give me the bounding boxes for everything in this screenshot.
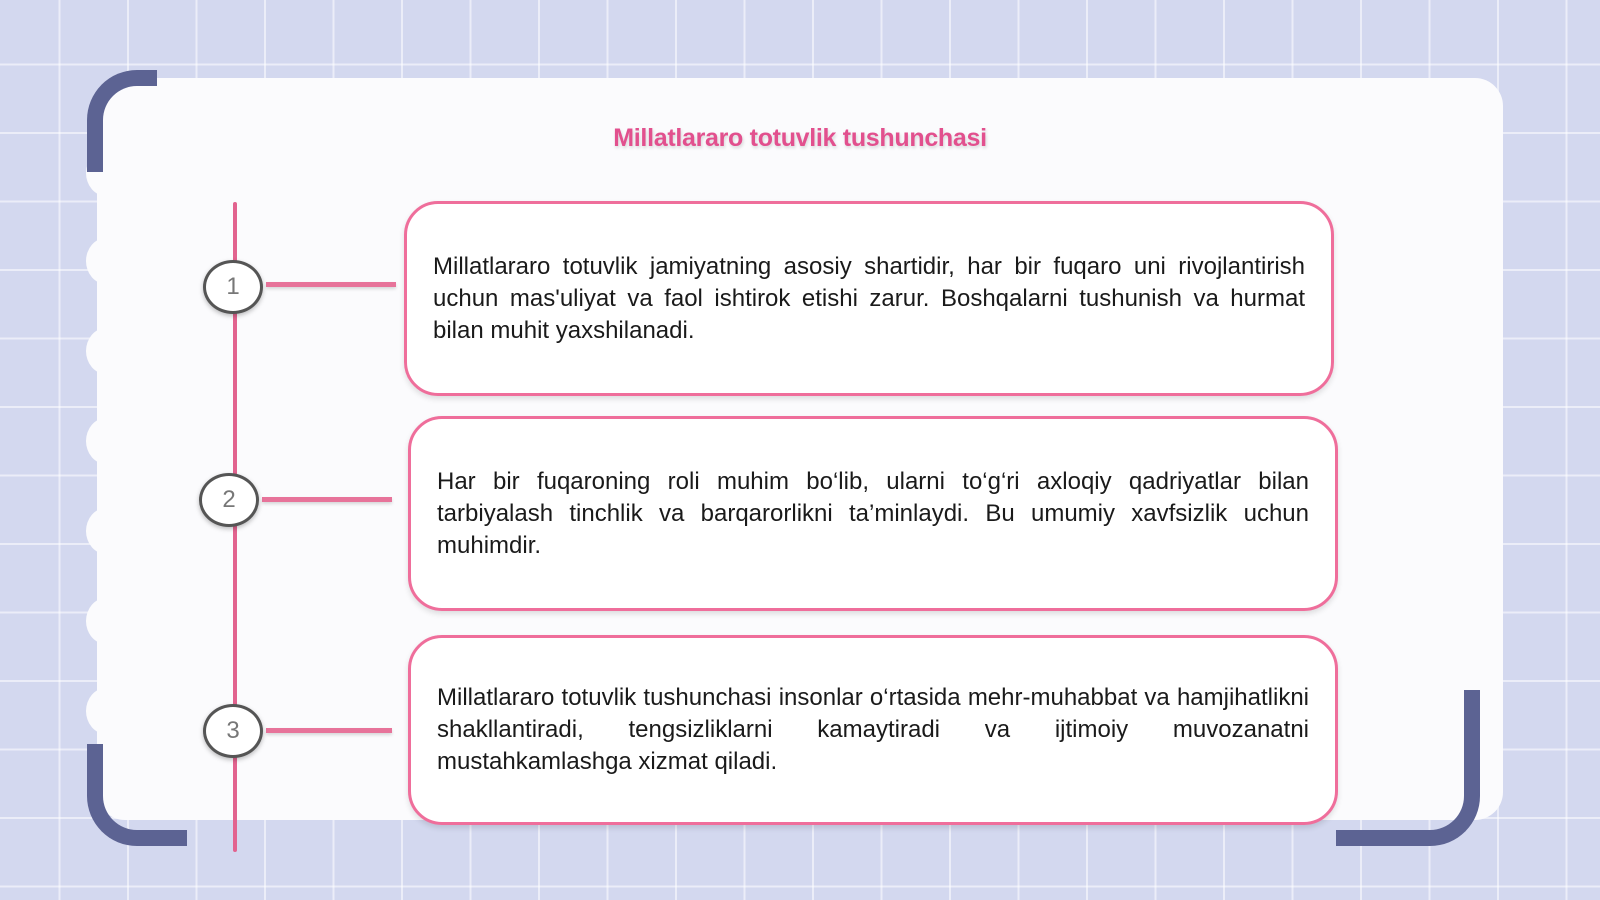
content-text-1: Millatlararo totuvlik jamiyatning asosiy shartidir, har bir fuqaro uni rivojlantirish uchun mas'uliyat va faol ishtirok etishi zarur. Boshqalarni tushunish va hurmat bilan muhit yaxshilanadi. xyxy=(433,252,1305,344)
card-scallop xyxy=(86,328,126,374)
content-text-3: Millatlararo totuvlik tushunchasi insonlar o‘rtasida mehr-muhabbat va hamjihatlikni shakllantiradi, tengsizliklarni kamaytiradi va ijtimoiy muvozanatni mustahkamlashga xizmat qiladi. xyxy=(437,684,1309,775)
corner-bracket-bottom-right xyxy=(1336,690,1480,846)
timeline-connector-1 xyxy=(266,282,396,287)
content-text-2: Har bir fuqaroning roli muhim bo‘lib, ularni to‘g‘ri axloqiy qadriyatlar bilan tarbiyalash tinchlik va barqarorlikni ta’minlaydi. Bu umumiy xavfsizlik uchun muhimdir. xyxy=(437,467,1309,559)
card-scallop xyxy=(86,238,126,284)
timeline-connector-2 xyxy=(262,497,392,502)
card-scallop xyxy=(86,598,126,644)
card-scallop xyxy=(86,688,126,734)
card-scallop xyxy=(86,418,126,464)
timeline-node-1: 1 xyxy=(203,260,263,314)
card-scallop xyxy=(86,508,126,554)
content-box-1 xyxy=(404,201,1334,396)
timeline-node-2: 2 xyxy=(199,473,259,527)
timeline-node-3: 3 xyxy=(203,704,263,758)
slide-title: Millatlararo totuvlik tushunchasi xyxy=(613,124,987,152)
timeline-connector-3 xyxy=(266,728,392,733)
corner-bracket-bottom-left xyxy=(87,744,187,846)
content-box-3 xyxy=(408,635,1338,825)
content-box-2 xyxy=(408,416,1338,611)
corner-bracket-top-left xyxy=(87,70,157,172)
